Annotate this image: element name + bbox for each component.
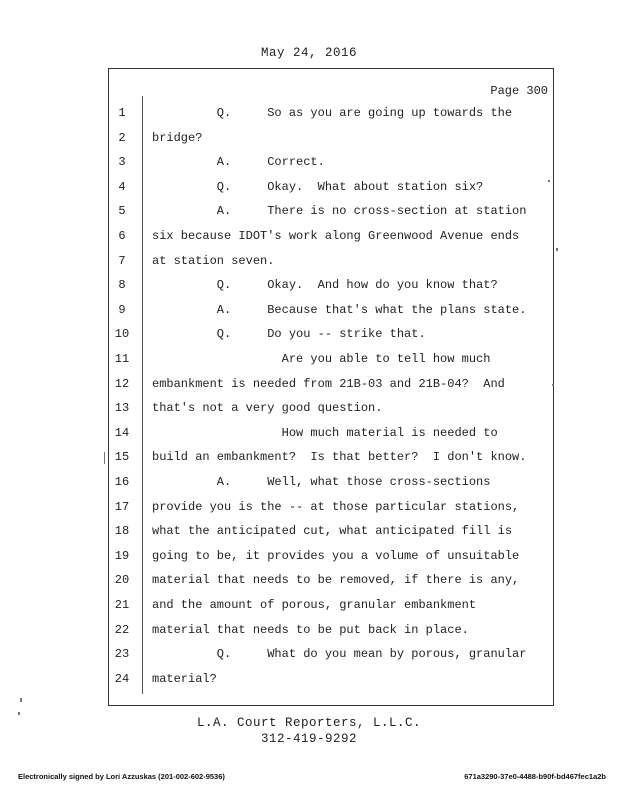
line-number: 24	[114, 671, 130, 686]
transcript-line	[110, 253, 275, 272]
line-number: 4	[118, 179, 126, 194]
transcript-line	[110, 401, 383, 419]
line-number: 3	[118, 155, 126, 170]
scan-speck	[548, 180, 550, 182]
line-text: How much material is needed to	[152, 425, 498, 440]
transcript-line	[110, 450, 527, 468]
left-margin-rule	[142, 96, 143, 694]
line-number: 9	[118, 302, 126, 317]
line-number: 23	[114, 647, 130, 662]
transcript-line	[110, 106, 513, 124]
transcript-line	[110, 327, 426, 345]
transcript-line	[110, 622, 469, 641]
line-number: 13	[114, 401, 130, 416]
transcript-line	[110, 425, 498, 444]
transcript-line	[110, 302, 527, 321]
transcript-line	[110, 229, 520, 247]
scan-speck	[552, 384, 554, 386]
line-text: Q. Do you -- strike that.	[152, 327, 426, 342]
scan-speck	[556, 248, 558, 251]
line-text: bridge?	[152, 130, 203, 145]
electronic-signature-note: Electronically signed by Lori Azzuskas (201-002-602-9536)	[18, 772, 225, 781]
line-text: build an embankment? Is that better? I don't know.	[152, 450, 527, 465]
line-text: provide you is the -- at those particular stations,	[152, 499, 520, 514]
line-text: embankment is needed from 21B-03 and 21B-04? And	[152, 376, 505, 391]
transcript-line	[110, 671, 217, 690]
transcript-line	[110, 179, 484, 198]
line-number: 15	[114, 450, 130, 465]
line-text: Q. So as you are going up towards the	[152, 106, 513, 120]
line-text: Q. Okay. And how do you know that?	[152, 278, 498, 293]
transcript-line	[110, 278, 498, 296]
line-number: 5	[118, 204, 126, 219]
line-text: that's not a very good question.	[152, 401, 383, 416]
line-text: what the anticipated cut, what anticipated fill is	[152, 524, 513, 539]
line-number: 8	[118, 278, 126, 293]
line-text: A. Because that's what the plans state.	[152, 302, 527, 317]
line-number: 22	[114, 622, 130, 637]
line-number: 20	[114, 573, 130, 588]
transcript-line	[110, 598, 477, 616]
transcript-line	[110, 204, 527, 222]
transcript-line	[110, 352, 491, 370]
transcript-line	[110, 376, 505, 395]
header-date: May 24, 2016	[260, 46, 357, 60]
line-number: 7	[118, 253, 126, 268]
line-text: Q. What do you mean by porous, granular	[152, 647, 527, 662]
line-number: 2	[118, 130, 126, 145]
scan-speck	[20, 698, 22, 702]
transcript-line	[110, 524, 513, 542]
line-text: A. Correct.	[152, 155, 325, 170]
transcript-line	[110, 548, 520, 567]
line-number: 21	[114, 598, 130, 612]
line-number: 14	[114, 425, 130, 440]
line-number: 1	[118, 106, 126, 120]
line-number: 19	[114, 548, 130, 563]
transcript-line	[110, 573, 520, 591]
line-text: A. Well, what those cross-sections	[152, 475, 491, 489]
line-text: Q. Okay. What about station six?	[152, 179, 484, 194]
scan-speck	[104, 452, 105, 464]
line-number: 11	[114, 352, 130, 366]
transcript-line	[110, 475, 491, 493]
line-text: A. There is no cross-section at station	[152, 204, 527, 219]
line-text: material that needs to be put back in place.	[152, 622, 469, 637]
transcript-line	[110, 130, 203, 149]
line-text: going to be, it provides you a volume of unsuitable	[152, 548, 520, 563]
document-id: 671a3290-37e0-4488-b90f-bd467fec1a2b	[464, 772, 606, 781]
line-text: at station seven.	[152, 253, 275, 268]
line-number: 16	[114, 475, 130, 489]
line-text: Are you able to tell how much	[152, 352, 491, 366]
page-number: Page 300	[490, 84, 548, 98]
line-number: 12	[114, 376, 130, 391]
transcript-line	[110, 499, 520, 518]
line-number: 17	[114, 499, 130, 514]
footer-reporter: L.A. Court Reporters, L.L.C.	[196, 716, 422, 730]
transcript-line	[110, 647, 527, 665]
footer-phone: 312-419-9292	[260, 732, 357, 746]
line-number: 10	[114, 327, 130, 342]
line-number: 6	[118, 229, 126, 243]
transcript-line	[110, 155, 325, 173]
line-text: six because IDOT's work along Greenwood Avenue ends	[152, 229, 520, 243]
line-text: and the amount of porous, granular embankment	[152, 598, 477, 612]
scan-speck	[18, 712, 20, 715]
line-text: material?	[152, 671, 217, 686]
line-number: 18	[114, 524, 130, 539]
line-text: material that needs to be removed, if there is any,	[152, 573, 520, 588]
